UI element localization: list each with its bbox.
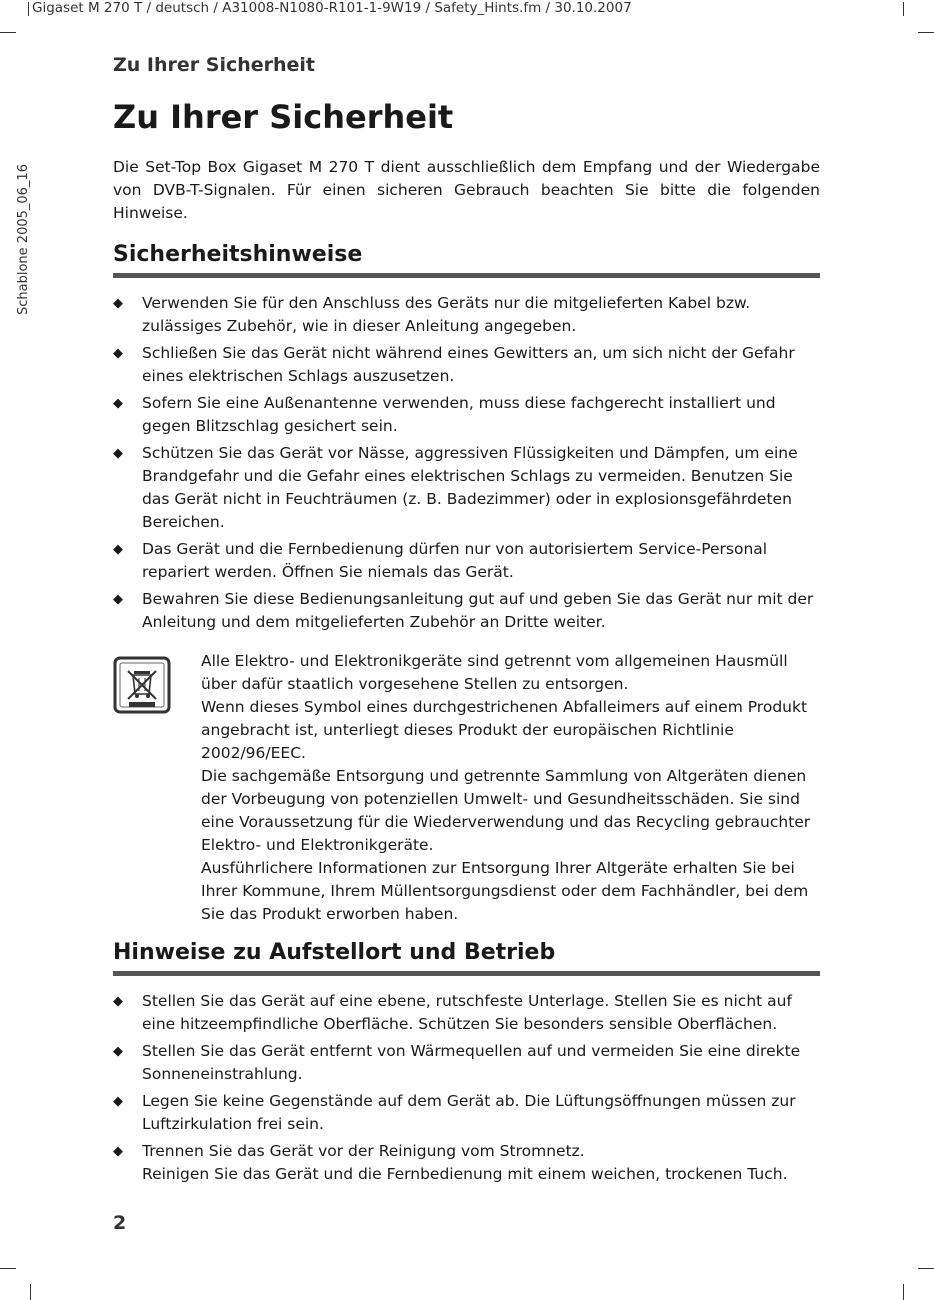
list-item-text: Reinigen Sie das Gerät und die Fernbedienung mit einem weichen, trockenen Tuch. [142,1165,788,1183]
diamond-bullet-icon: ◆ [113,446,123,461]
disposal-paragraph-1: Alle Elektro- und Elektronikgeräte sind getrennt vom allgemeinen Hausmüll über dafür staatlich vorgesehene Stellen zu entsorgen. [201,652,788,693]
list-item-text: Schützen Sie das Gerät vor Nässe, aggressiven Flüssigkeiten und Dämpfen, um eine Brandgefahr und die Gefahr eines elektrischen Schlags zu vermeiden. Benutzen Sie das Gerät nicht in Feuchträumen (z. B. Badezimmer) oder in explosionsgefährdeten Bereichen. [142,444,798,531]
diamond-bullet-icon: ◆ [113,1094,123,1109]
list-item-text: Sofern Sie eine Außenantenne verwenden, muss diese fachgerecht installiert und gegen Blitzschlag gesichert sein. [142,394,776,435]
list-item-text: Stellen Sie das Gerät entfernt von Wärmequellen auf und vermeiden Sie eine direkte Sonneneinstrahlung. [142,1042,801,1083]
running-head: Zu Ihrer Sicherheit [113,54,316,76]
list-item [113,442,820,534]
disposal-paragraph-3: Die sachgemäße Entsorgung und getrennte Sammlung von Altgeräten dienen der Vorbeugung von potenziellen Umwelt- und Gesundheitsschäden. Sie sind eine Voraussetzung für die Wiederverwendung und das Recycling gebrauchter Elektro- und Elektronikgeräte. [201,767,811,854]
crop-mark-top-right [918,32,934,33]
crop-mark-bottom-left-h [0,1268,16,1269]
diamond-bullet-icon: ◆ [113,1044,123,1059]
crossed-out-wheelie-bin-icon [113,656,171,714]
safety-heading: Sicherheitshinweise [113,242,820,278]
list-item [113,1040,820,1086]
safety-list [113,292,820,638]
list-item [113,1140,820,1186]
diamond-bullet-icon: ◆ [113,296,123,311]
diamond-bullet-icon: ◆ [113,1144,123,1159]
placement-list [113,990,820,1190]
list-item-text: Verwenden Sie für den Anschluss des Geräts nur die mitgelieferten Kabel bzw. zulässiges Zubehör, wie in dieser Anleitung angegeben. [142,294,751,335]
list-item-text: Stellen Sie das Gerät auf eine ebene, rutschfeste Unterlage. Stellen Sie es nicht auf eine hitzeempfindliche Oberfläche. Schützen Sie besonders sensible Oberflächen. [142,992,792,1033]
list-item-text: Bewahren Sie diese Bedienungsanleitung gut auf und geben Sie das Gerät nur mit der Anleitung und dem mitgelieferten Zubehör an Dritte weiter. [142,590,814,631]
list-item-text: Trennen Sie das Gerät vor der Reinigung vom Stromnetz. [142,1142,585,1160]
disposal-notice [201,650,820,926]
list-item [113,292,820,338]
diamond-bullet-icon: ◆ [113,396,123,411]
diamond-bullet-icon: ◆ [113,994,123,1009]
list-item [113,392,820,438]
disposal-paragraph-4: Ausführlichere Informationen zur Entsorgung Ihrer Altgeräte erhalten Sie bei Ihrer Kommune, Ihrem Müllentsorgungsdienst oder dem Fachhändler, bei dem Sie das Produkt erworben haben. [201,859,809,923]
meta-left-bar [28,2,29,16]
template-side-label: Schablone 2005_06_16 [16,164,31,315]
meta-right-bar [903,2,904,16]
document-meta-line: Gigaset M 270 T / deutsch / A31008-N1080-R101-1-9W19 / Safety_Hints.fm / 30.10.2007 [32,0,632,16]
crop-mark-bottom-right-h [918,1268,934,1269]
diamond-bullet-icon: ◆ [113,346,123,361]
crop-mark-bottom-right-v [903,1284,904,1300]
intro-paragraph: Die Set-Top Box Gigaset M 270 T dient ausschließlich dem Empfang und der Wiedergabe von DVB-T-Signalen. Für einen sicheren Gebrauch beachten Sie bitte die folgenden Hinweise. [113,158,820,222]
list-item [113,588,820,634]
list-item [113,342,820,388]
list-item-text: Legen Sie keine Gegenstände auf dem Gerät ab. Die Lüftungsöffnungen müssen zur Luftzirkulation frei sein. [142,1092,796,1133]
diamond-bullet-icon: ◆ [113,592,123,607]
page-number: 2 [113,1212,127,1234]
list-item [113,538,820,584]
crop-mark-top-left [0,32,16,33]
placement-heading: Hinweise zu Aufstellort und Betrieb [113,940,820,976]
list-item [113,1090,820,1136]
list-item-text: Das Gerät und die Fernbedienung dürfen nur von autorisiertem Service-Personal repariert werden. Öffnen Sie niemals das Gerät. [142,540,768,581]
crop-mark-bottom-left-v [30,1284,31,1300]
diamond-bullet-icon: ◆ [113,542,123,557]
disposal-paragraph-2: Wenn dieses Symbol eines durchgestrichenen Abfalleimers auf einem Produkt angebracht ist, unterliegt dieses Produkt der europäischen Richtlinie 2002/96/EEC. [201,698,808,762]
list-item [113,990,820,1036]
list-item-text: Schließen Sie das Gerät nicht während eines Gewitters an, um sich nicht der Gefahr eines elektrischen Schlags auszusetzen. [142,344,795,385]
page-title: Zu Ihrer Sicherheit [113,98,454,136]
